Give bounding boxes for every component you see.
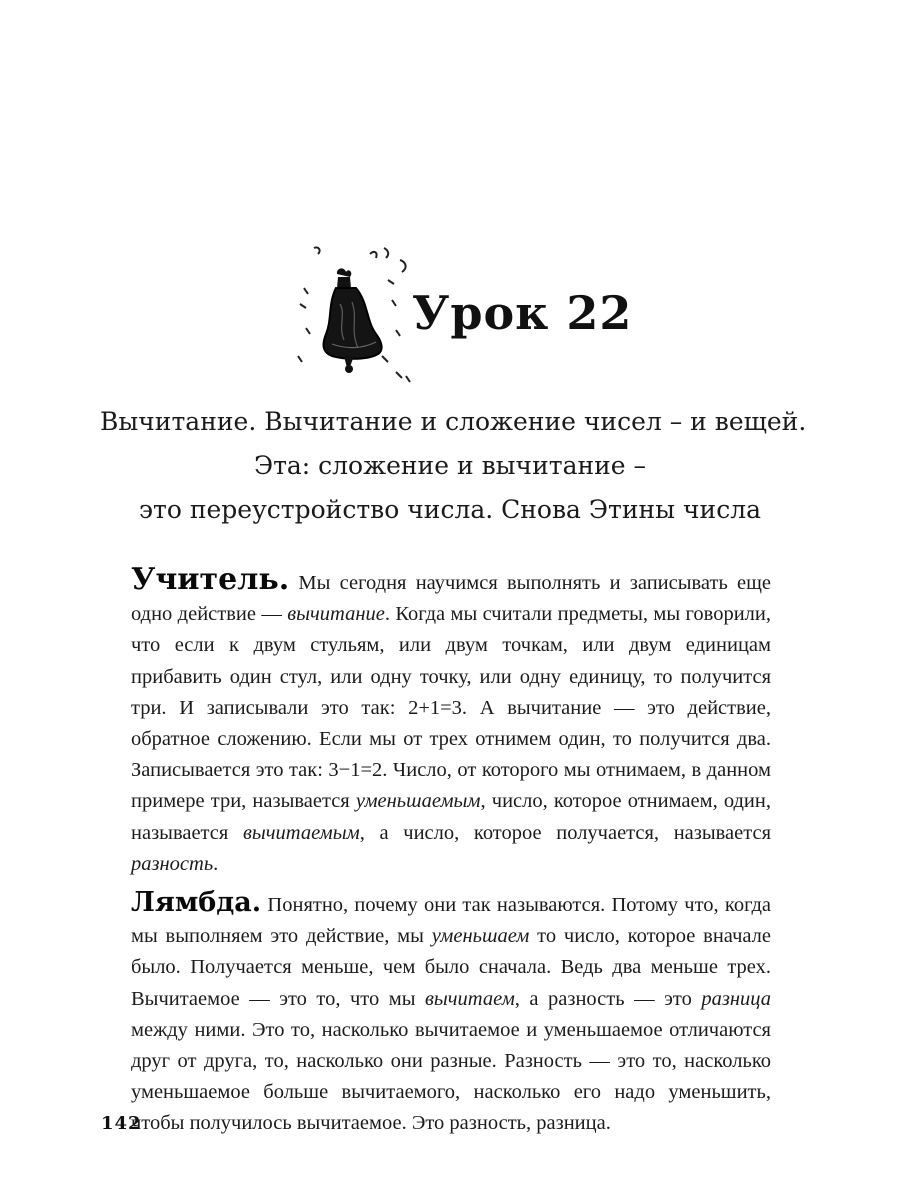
body-text (131, 564, 771, 1140)
term-emphasis: уменьшаемым (355, 790, 481, 813)
term-emphasis: разница (701, 987, 771, 1010)
lesson-title: Урок 22 (412, 286, 633, 340)
text-segment: между ними. Это то, насколько вычитаемое и уменьшаемое отличаются друг от друга, то, насколько они разные. Разность — это то, насколько уменьшаемое больше вычитаемого, насколько его надо уменьшить, чтобы получилось вычитаемое. Это разность, разница. (131, 1018, 771, 1135)
text-segment: . Когда мы считали предметы, мы говорили, что если к двум стульям, или двум точкам, или двум единицам прибавить один стул, или одну точку, или одну единицу, то получится три. И записывали это так: 2+1=3. А вычитание — это действие, обратное сложению. Если мы от трех отнимем один, то получится два. Записывается это так: 3−1=2. Число, от которого мы отнимаем, в данном примере три, называется (131, 603, 771, 813)
term-emphasis: разность (131, 852, 214, 875)
page-number: 142 (101, 1113, 142, 1134)
bell-icon (292, 244, 422, 394)
term-emphasis: вычитаемым (242, 821, 360, 844)
text-segment: , а число, которое получается, называется (359, 821, 771, 844)
text-segment: Понятно, почему они так называются. Потому что, когда мы выполняем это действие, мы (131, 894, 771, 948)
text-segment: Мы сегодня научимся выполнять и записывать еще одно действие — (131, 572, 771, 626)
term-emphasis: уменьшаем (431, 925, 530, 948)
speaker-name: Лямбда. (131, 887, 262, 919)
subtitle-line: это переустройство числа. Снова Этины числа (139, 495, 761, 524)
lesson-subtitle (100, 400, 807, 532)
term-emphasis: вычитаем (424, 987, 515, 1010)
text-segment: . (213, 852, 219, 875)
subtitle-line: Эта: сложение и вычитание – (253, 451, 647, 480)
lambda-paragraph (131, 887, 771, 1140)
text-segment: то число, которое вначале было. Получается меньше, чем было сначала. Ведь два меньше трех. Вычитаемое — это то, что мы (131, 925, 771, 1010)
text-segment: , а разность — это (514, 987, 702, 1010)
teacher-paragraph (131, 564, 771, 880)
speaker-name: Учитель. (131, 562, 290, 597)
subtitle-line: Вычитание. Вычитание и сложение чисел – и вещей. (100, 407, 807, 436)
text-segment: , число, которое отнимаем, один, называется (131, 790, 771, 844)
term-emphasis: вычитание (287, 603, 385, 626)
